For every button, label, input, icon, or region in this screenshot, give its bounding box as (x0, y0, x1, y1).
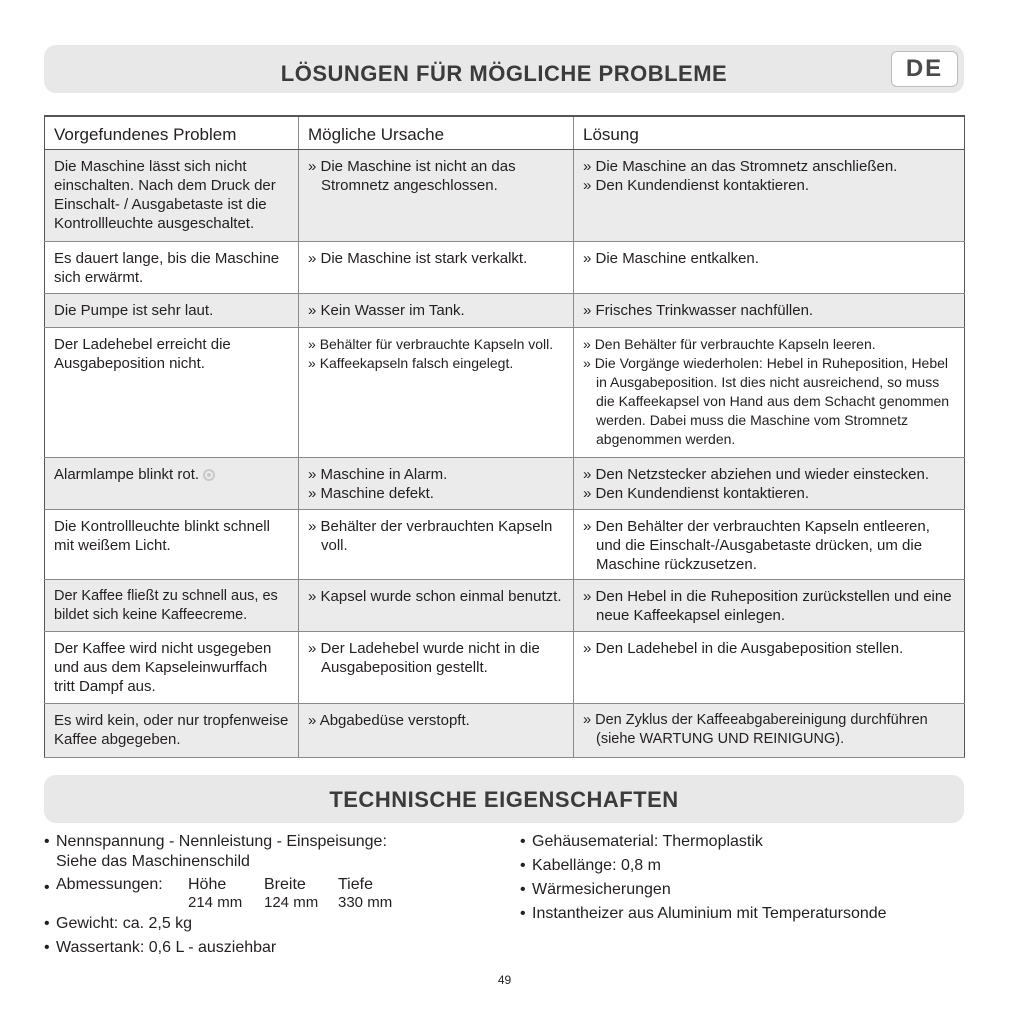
table-row (45, 632, 965, 704)
table-header-row (45, 116, 965, 150)
table-row (45, 580, 965, 632)
solution-cell (574, 632, 965, 704)
dims-value-width: 124 mm (264, 894, 319, 911)
column-header-solution: Lösung (574, 116, 965, 150)
tech-banner (44, 775, 964, 823)
language-badge: DE (891, 51, 958, 87)
solution-item: » Den Kundendienst kontaktieren. (583, 176, 955, 195)
cause-item: » Behälter für verbrauchte Kapseln voll. (308, 335, 564, 354)
column-header-problem: Vorgefundenes Problem (45, 116, 299, 150)
spec-water-tank: • Wassertank: 0,6 L - ausziehbar (44, 936, 504, 960)
spec-cable: • Kabellänge: 0,8 m (520, 854, 980, 878)
problem-cell: Der Kaffee fließt zu schnell aus, es bildet sich keine Kaffeecreme. (45, 580, 299, 632)
cause-cell (299, 458, 574, 510)
problem-cell: Der Ladehebel erreicht die Ausgabeposition nicht. (45, 328, 299, 458)
dims-header-width: Breite (264, 876, 306, 893)
cause-cell (299, 580, 574, 632)
solution-item: » Die Maschine entkalken. (583, 249, 955, 268)
solution-item: » Den Ladehebel in die Ausgabeposition stellen. (583, 639, 955, 658)
cause-item: » Maschine in Alarm. (308, 465, 564, 484)
solution-item: » Den Hebel in die Ruheposition zurückstellen und eine neue Kaffeekapsel einlegen. (583, 587, 955, 625)
solution-item: » Den Behälter der verbrauchten Kapseln entleeren, und die Einschalt-/Ausgabetaste drücken, um die Maschine rückzusetzen. (583, 517, 955, 574)
solution-cell (574, 704, 965, 758)
cause-item: » Maschine defekt. (308, 484, 564, 503)
solution-item: » Den Netzstecker abziehen und wieder einstecken. (583, 465, 955, 484)
column-header-cause: Mögliche Ursache (299, 116, 574, 150)
dims-label: • Abmessungen: (56, 876, 163, 893)
dims-value-height: 214 mm (188, 894, 243, 911)
header-banner (44, 45, 964, 93)
problem-cell: Alarmlampe blinkt rot. (45, 458, 299, 510)
cause-item: » Die Maschine ist stark verkalkt. (308, 249, 564, 268)
cause-cell (299, 632, 574, 704)
cause-item: » Der Ladehebel wurde nicht in die Ausgabeposition gestellt. (308, 639, 564, 677)
alarm-lamp-icon (203, 469, 215, 481)
solution-item: » Den Zyklus der Kaffeeabgabereinigung durchführen (siehe WARTUNG UND REINIGUNG). (583, 711, 955, 749)
problem-cell: Es dauert lange, bis die Maschine sich erwärmt. (45, 242, 299, 294)
spec-heater: • Instantheizer aus Aluminium mit Temperatursonde (520, 902, 980, 926)
problem-cell: Die Kontrollleuchte blinkt schnell mit weißem Licht. (45, 510, 299, 580)
solution-cell (574, 242, 965, 294)
cause-cell (299, 510, 574, 580)
problem-cell: Der Kaffee wird nicht usgegeben und aus dem Kapseleinwurffach tritt Dampf aus. (45, 632, 299, 704)
solution-cell (574, 294, 965, 328)
spec-housing: • Gehäusematerial: Thermoplastik (520, 830, 980, 854)
solution-cell (574, 458, 965, 510)
table-row (45, 458, 965, 510)
solution-item: » Den Kundendienst kontaktieren. (583, 484, 955, 503)
table-row (45, 242, 965, 294)
cause-item: » Kapsel wurde schon einmal benutzt. (308, 587, 564, 606)
specs-right-list (520, 830, 980, 926)
cause-item: » Behälter der verbrauchten Kapseln voll. (308, 517, 564, 555)
dims-header-depth: Tiefe (338, 876, 373, 893)
solution-cell (574, 150, 965, 242)
dims-header-height: Höhe (188, 876, 227, 893)
solution-item: » Die Vorgänge wiederholen: Hebel in Ruheposition, Hebel in Ausgabeposition. Ist dies nicht ausreichend, so muss die Kaffeekapsel von Hand aus dem Schacht genommen werden. Dabei muss die Maschine vom Stromnetz abgenommen werden. (583, 354, 955, 449)
solution-item: » Frisches Trinkwasser nachfüllen. (583, 301, 955, 320)
cause-item: » Die Maschine ist nicht an das Stromnetz angeschlossen. (308, 157, 564, 195)
solution-item: » Die Maschine an das Stromnetz anschließen. (583, 157, 955, 176)
problem-cell: Es wird kein, oder nur tropfenweise Kaffee abgegeben. (45, 704, 299, 758)
problem-cell: Die Pumpe ist sehr laut. (45, 294, 299, 328)
cause-cell (299, 150, 574, 242)
solution-cell (574, 328, 965, 458)
dims-value-depth: 330 mm (338, 894, 393, 911)
specs-left-list (44, 830, 504, 960)
table-row (45, 510, 965, 580)
cause-cell (299, 704, 574, 758)
table-row (45, 328, 965, 458)
table-row (45, 294, 965, 328)
cause-cell (299, 328, 574, 458)
page-title: LÖSUNGEN FÜR MÖGLICHE PROBLEME (280, 61, 728, 86)
problem-cell: Die Maschine lässt sich nicht einschalten. Nach dem Druck der Einschalt- / Ausgabetaste ist die Kontrollleuchte ausgeschaltet. (45, 150, 299, 242)
solution-cell (574, 510, 965, 580)
page-number: 49 (497, 973, 512, 987)
cause-item: » Abgabedüse verstopft. (308, 711, 564, 730)
solution-cell (574, 580, 965, 632)
cause-item: » Kein Wasser im Tank. (308, 301, 564, 320)
table-row (45, 150, 965, 242)
cause-item: » Kaffeekapseln falsch eingelegt. (308, 354, 564, 373)
troubleshooting-table (44, 115, 965, 758)
tech-title: TECHNISCHE EIGENSCHAFTEN (329, 787, 679, 812)
solution-item: » Den Behälter für verbrauchte Kapseln leeren. (583, 335, 955, 354)
cause-cell (299, 242, 574, 294)
spec-voltage: • Nennspannung - Nennleistung - Einspeisunge: Siehe das Maschinenschild (44, 830, 504, 870)
spec-dimensions (44, 876, 504, 912)
spec-thermal-fuses: • Wärmesicherungen (520, 878, 980, 902)
cause-cell (299, 294, 574, 328)
table-row (45, 704, 965, 758)
spec-weight: • Gewicht: ca. 2,5 kg (44, 912, 504, 936)
dimensions-grid (56, 876, 504, 912)
spec-voltage-note: Siehe das Maschinenschild (56, 853, 250, 870)
